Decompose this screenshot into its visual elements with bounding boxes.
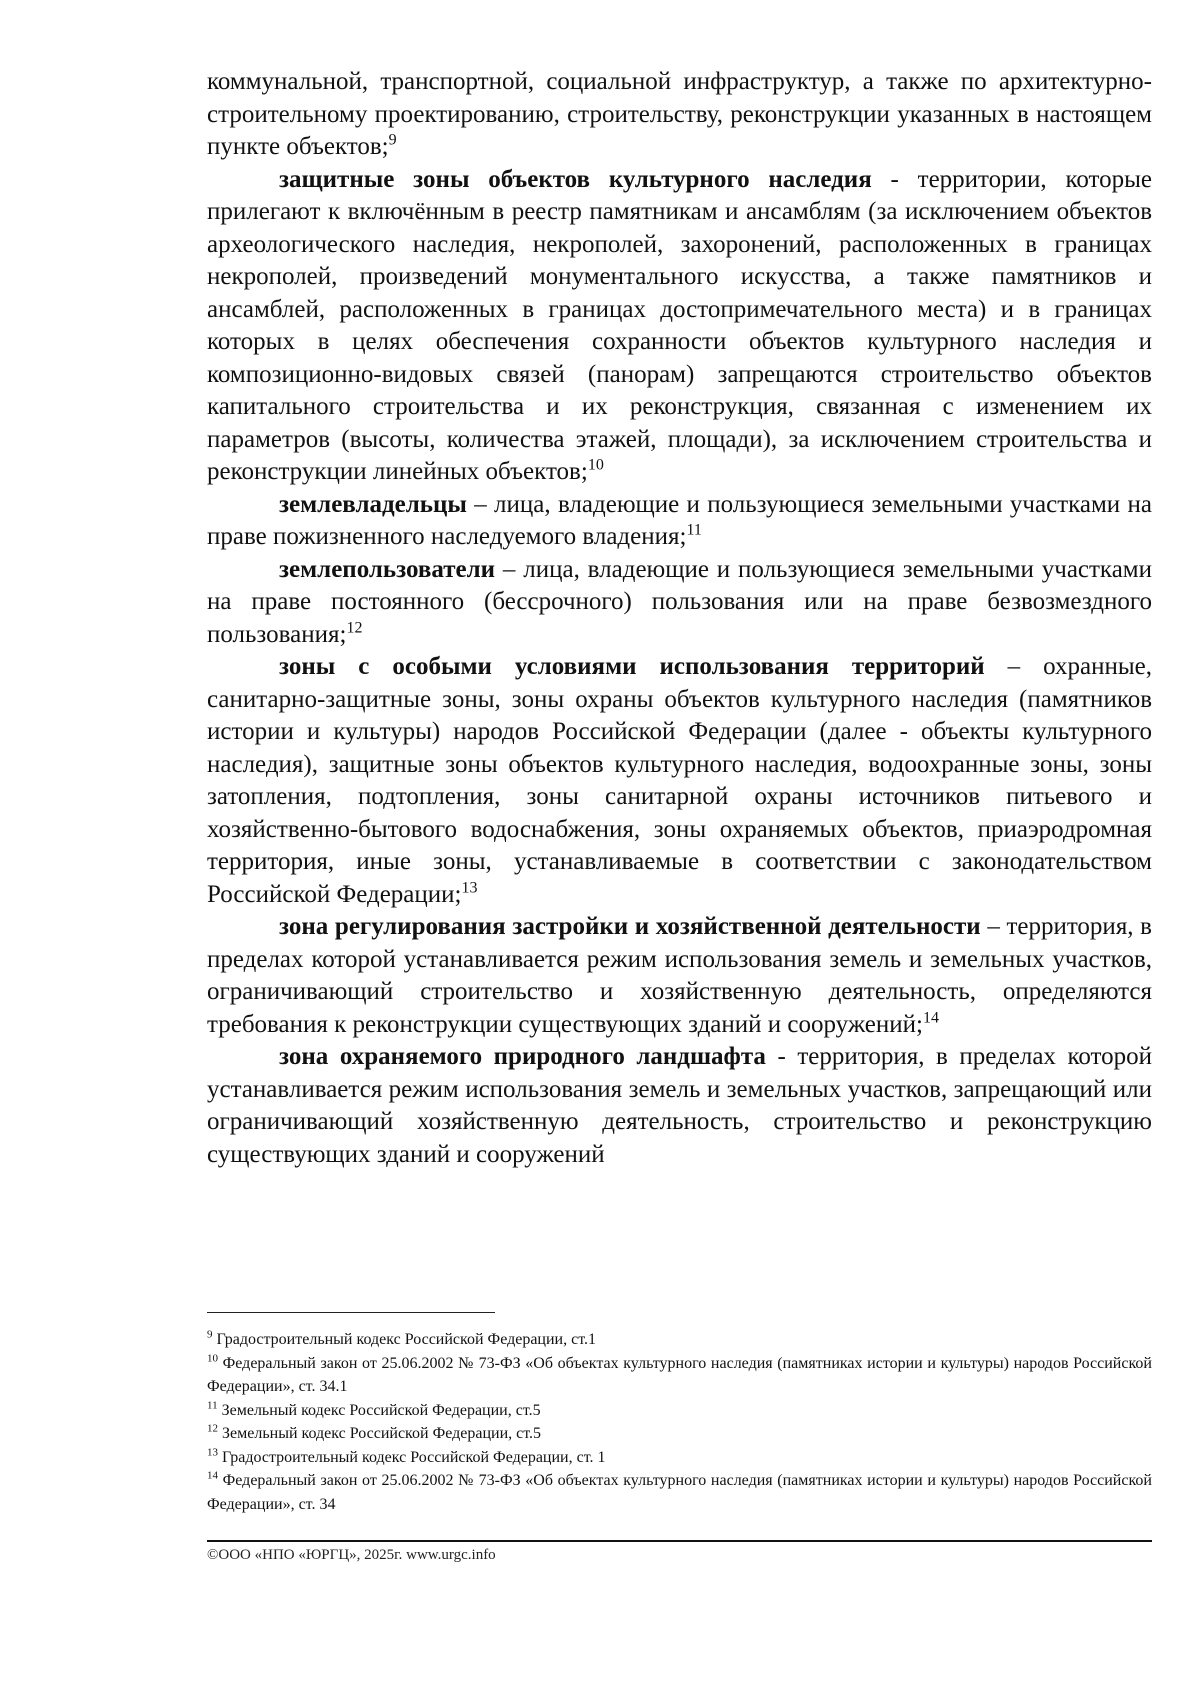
footer-divider bbox=[207, 1540, 1152, 1542]
definition-text: - территория, в пределах которой устанавливается режим использования земель и земельных участков, запрещающий или ограничивающий хозяйственную деятельность, строительство и реконструкцию существующих зданий и сооружений bbox=[207, 1043, 1152, 1168]
definition-text: – охранные, санитарно-защитные зоны, зоны охраны объектов культурного наследия (памятников истории и культуры) народов Российской Федерации (далее - объекты культурного наследия), защитные зоны объектов культурного наследия, водоохранные зоны, зоны затопления, подтопления, зоны санитарной охраны источников питьевого и хозяйственно-бытового водоснабжения, зоны охраняемых объектов, приаэродромная территория, иные зоны, устанавливаемые в соответствии с законодательством Российской Федерации; bbox=[207, 653, 1153, 908]
footnote-text: Федеральный закон от 25.06.2002 № 73-ФЗ «Об объектах культурного наследия (памятниках истории и культуры) народов Российской Федерации», ст. 34.1 bbox=[207, 1354, 1152, 1395]
footnote-text: Градостроительный кодекс Российской Федерации, ст.1 bbox=[212, 1331, 597, 1348]
footnote-item bbox=[207, 1399, 1152, 1423]
page-footer: ©ООО «НПО «ЮРГЦ», 2025г. www.urgc.info bbox=[207, 1547, 496, 1563]
footnote-number: 10 bbox=[207, 1352, 218, 1365]
definition-text: – лица, владеющие и пользующиеся земельными участками на праве пожизненного наследуемого владения; bbox=[207, 490, 1152, 550]
footnote-number: 9 bbox=[207, 1328, 213, 1341]
definition-text: – лица, владеющие и пользующиеся земельными участками на праве постоянного (бессрочного) пользования или на праве безвозмездного пользования; bbox=[207, 555, 1152, 648]
paragraph-continuation bbox=[207, 66, 1152, 164]
footnote-text: Земельный кодекс Российской Федерации, ст.5 bbox=[217, 1401, 541, 1419]
definition-landowners bbox=[207, 489, 1152, 554]
footnote-text: Земельный кодекс Российской Федерации, ст.5 bbox=[218, 1425, 542, 1442]
footnote-text: Градостроительный кодекс Российской Федерации, ст. 1 bbox=[218, 1448, 606, 1466]
footnote-ref[interactable]: 11 bbox=[686, 521, 702, 539]
footnote-divider bbox=[207, 1312, 495, 1313]
footnote-item bbox=[207, 1469, 1152, 1516]
footnote-item bbox=[207, 1328, 1152, 1352]
footnote-ref[interactable]: 12 bbox=[346, 619, 363, 637]
definition-regulation-zone bbox=[207, 911, 1152, 1041]
definition-protective-zones bbox=[207, 164, 1152, 489]
definition-term: защитные зоны объектов культурного наследия bbox=[279, 165, 872, 193]
footnote-number: 13 bbox=[207, 1446, 218, 1459]
footnote-item bbox=[207, 1422, 1152, 1446]
definition-text: – территория, в пределах которой устанавливается режим использования земель и земельных участков, ограничивающий строительство и хозяйственную деятельность, определяются требования к реконструкции существующих зданий и сооружений; bbox=[207, 913, 1152, 1038]
definition-term: землевладельцы bbox=[279, 490, 467, 518]
definition-term: зона регулирования застройки и хозяйственной деятельности bbox=[279, 913, 981, 940]
footnote-ref[interactable]: 14 bbox=[922, 1009, 939, 1027]
definition-term: зоны с особыми условиями использования территорий bbox=[279, 653, 985, 680]
footnotes bbox=[207, 1328, 1152, 1516]
definition-term: землепользователи bbox=[279, 555, 496, 583]
definition-land-users bbox=[207, 554, 1152, 652]
footnote-number: 11 bbox=[207, 1399, 218, 1412]
footnote-ref[interactable]: 13 bbox=[461, 879, 478, 897]
definition-landscape-zone bbox=[207, 1041, 1152, 1171]
definition-special-zones bbox=[207, 651, 1152, 911]
paragraph-text: коммунальной, транспортной, социальной инфраструктур, а также по архитектурно-строительному проектированию, строительству, реконструкции указанных в настоящем пункте объектов; bbox=[207, 68, 1152, 160]
footnote-ref[interactable]: 10 bbox=[587, 456, 604, 474]
definition-text: - территории, которые прилегают к включённым в реестр памятникам и ансамблям (за исключением объектов археологического наследия, некрополей, захоронений, расположенных в границах некрополей, произведений монументального искусства, а также памятников и ансамблей, расположенных в границах достопримечательного места) и в границах которых в целях обеспечения сохранности объектов культурного наследия и композиционно-видовых связей (панорам) запрещаются строительство объектов капитального строительства и их реконструкция, связанная с изменением их параметров (высоты, количества этажей, площади), за исключением строительства и реконструкции линейных объектов; bbox=[207, 165, 1152, 485]
footnote-ref[interactable]: 9 bbox=[388, 131, 397, 149]
footnote-number: 12 bbox=[207, 1422, 218, 1435]
footnote-item bbox=[207, 1446, 1152, 1470]
footnote-number: 14 bbox=[207, 1469, 218, 1482]
footnote-item bbox=[207, 1352, 1152, 1399]
footnote-text: Федеральный закон от 25.06.2002 № 73-ФЗ «Об объектах культурного наследия (памятниках истории и культуры) народов Российской Федерации», ст. 34 bbox=[207, 1472, 1152, 1513]
definition-term: зона охраняемого природного ландшафта bbox=[279, 1043, 766, 1070]
document-body bbox=[207, 66, 1152, 1171]
